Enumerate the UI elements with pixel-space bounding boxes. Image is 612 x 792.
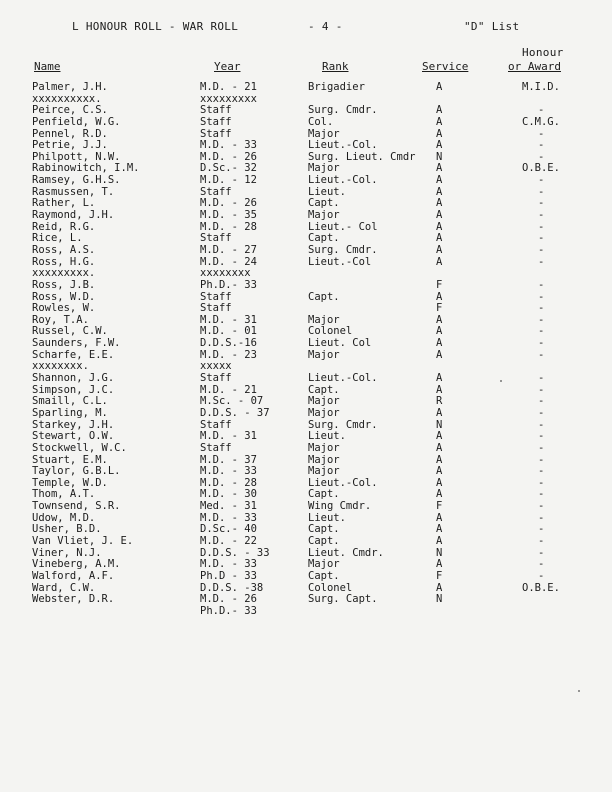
entry-service: R bbox=[436, 395, 443, 408]
entry-service: A bbox=[436, 255, 443, 268]
entry-honour: - bbox=[538, 476, 545, 489]
entry-year: Staff bbox=[200, 372, 232, 385]
entry-rank: Lieut.-Col. bbox=[308, 476, 378, 489]
entry-name: Udow, M.D. bbox=[32, 511, 96, 524]
entry-name: Ramsey, G.H.S. bbox=[32, 174, 121, 187]
entry-year: M.D. - 33 bbox=[200, 139, 257, 152]
roll-entry bbox=[0, 443, 612, 455]
entry-rank: Major bbox=[308, 406, 340, 419]
entry-name: Temple, W.D. bbox=[32, 476, 108, 489]
entry-year: M.D. - 23 bbox=[200, 348, 257, 361]
entry-service: A bbox=[436, 441, 443, 454]
entry-service: A bbox=[436, 313, 443, 326]
roll-entry bbox=[0, 245, 612, 257]
entry-service: A bbox=[436, 337, 443, 350]
entry-honour: - bbox=[538, 220, 545, 233]
entry-year: M.D. - 01 bbox=[200, 325, 257, 338]
entry-name: Palmer, J.H. bbox=[32, 81, 108, 93]
entry-service: A bbox=[436, 139, 443, 152]
entry-year: M.D. - 26 bbox=[200, 197, 257, 210]
roll-entry bbox=[0, 303, 612, 315]
entry-honour: - bbox=[538, 209, 545, 222]
entry-rank: Lieut. bbox=[308, 511, 346, 524]
entry-honour: - bbox=[538, 465, 545, 478]
entry-honour: M.I.D. bbox=[522, 81, 560, 93]
column-header-honour-line1: Honour bbox=[522, 46, 564, 59]
entry-year: xxxxxxxxx bbox=[200, 92, 257, 105]
roll-entry bbox=[0, 82, 612, 94]
entry-name: Philpott, N.W. bbox=[32, 150, 121, 163]
entry-rank: Surg. Lieut. Cmdr bbox=[308, 150, 416, 163]
entry-service: A bbox=[436, 81, 443, 93]
roll-entry bbox=[0, 536, 612, 548]
entry-year: D.D.S.-16 bbox=[200, 337, 257, 350]
entry-year: D.D.S. -38 bbox=[200, 581, 264, 594]
entry-year: M.D. - 26 bbox=[200, 593, 257, 606]
entry-year: M.D. - 28 bbox=[200, 476, 257, 489]
entry-service: A bbox=[436, 115, 443, 128]
entry-name: Rice, L. bbox=[32, 232, 83, 245]
entry-honour: - bbox=[538, 337, 545, 350]
entry-rank: Major bbox=[308, 162, 340, 175]
entry-service: F bbox=[436, 569, 443, 582]
entry-service: A bbox=[436, 162, 443, 175]
entry-name: Rather, L. bbox=[32, 197, 96, 210]
entry-service: N bbox=[436, 150, 443, 163]
entry-rank: Capt. bbox=[308, 290, 340, 303]
entry-year: xxxxxxxx bbox=[200, 267, 251, 280]
entry-honour: O.B.E. bbox=[522, 162, 560, 175]
entry-rank: Capt. bbox=[308, 232, 340, 245]
entry-name: Rasmussen, T. bbox=[32, 185, 115, 198]
entry-service: F bbox=[436, 302, 443, 315]
entry-name: Rowles, W. bbox=[32, 302, 96, 315]
entry-honour: - bbox=[538, 325, 545, 338]
entry-rank: Colonel bbox=[308, 581, 353, 594]
list-label: "D" List bbox=[464, 20, 520, 33]
entry-honour: - bbox=[538, 488, 545, 501]
entry-honour: - bbox=[538, 104, 545, 117]
roll-entries bbox=[0, 82, 612, 617]
entry-honour: - bbox=[538, 313, 545, 326]
entry-year: D.Sc.- 32 bbox=[200, 162, 257, 175]
entry-honour: - bbox=[538, 372, 545, 385]
entry-name: Vineberg, A.M. bbox=[32, 558, 121, 571]
entry-rank: Col. bbox=[308, 115, 334, 128]
entry-year: D.D.S. - 37 bbox=[200, 406, 270, 419]
column-header-service: Service bbox=[422, 60, 469, 73]
entry-name: Stockwell, W.C. bbox=[32, 441, 127, 454]
column-header-name: Name bbox=[34, 60, 61, 73]
roll-entry bbox=[0, 594, 612, 606]
entry-year: Staff bbox=[200, 127, 232, 140]
entry-year: M.D. - 30 bbox=[200, 488, 257, 501]
entry-year: M.D. - 33 bbox=[200, 465, 257, 478]
entry-rank: Lieut.-Col. bbox=[308, 139, 378, 152]
entry-rank: Brigadier bbox=[308, 81, 365, 93]
entry-name: xxxxxxxx. bbox=[32, 360, 89, 373]
entry-service: A bbox=[436, 325, 443, 338]
entry-service: A bbox=[436, 185, 443, 198]
entry-year: M.D. - 33 bbox=[200, 558, 257, 571]
entry-rank: Surg. Capt. bbox=[308, 593, 378, 606]
scan-speck bbox=[500, 380, 502, 382]
entry-name: Taylor, G.B.L. bbox=[32, 465, 121, 478]
roll-entry bbox=[0, 408, 612, 420]
entry-year: M.D. - 35 bbox=[200, 209, 257, 222]
entry-rank: Wing Cmdr. bbox=[308, 500, 372, 513]
entry-year: Ph.D.- 33 bbox=[200, 604, 257, 617]
entry-year: Staff bbox=[200, 302, 232, 315]
entry-service: A bbox=[436, 290, 443, 303]
entry-honour: - bbox=[538, 558, 545, 571]
entry-service: A bbox=[436, 488, 443, 501]
entry-year: Med. - 31 bbox=[200, 500, 257, 513]
entry-rank: Lieut. Col bbox=[308, 337, 372, 350]
entry-year: D.Sc.- 40 bbox=[200, 523, 257, 536]
entry-honour: - bbox=[538, 150, 545, 163]
entry-service: A bbox=[436, 209, 443, 222]
entry-year: M.D. - 21 bbox=[200, 383, 257, 396]
entry-honour: - bbox=[538, 453, 545, 466]
entry-rank: Surg. Cmdr. bbox=[308, 104, 378, 117]
entry-name: Pennel, R.D. bbox=[32, 127, 108, 140]
entry-honour: - bbox=[538, 406, 545, 419]
entry-honour: - bbox=[538, 197, 545, 210]
entry-year: Staff bbox=[200, 418, 232, 431]
entry-name: Ward, C.W. bbox=[32, 581, 96, 594]
entry-name: Saunders, F.W. bbox=[32, 337, 121, 350]
entry-name: Ross, A.S. bbox=[32, 243, 96, 256]
entry-year: D.D.S. - 33 bbox=[200, 546, 270, 559]
entry-name: Viner, N.J. bbox=[32, 546, 102, 559]
entry-rank: Capt. bbox=[308, 488, 340, 501]
entry-rank: Capt. bbox=[308, 383, 340, 396]
entry-year: M.Sc. - 07 bbox=[200, 395, 264, 408]
entry-year: Staff bbox=[200, 104, 232, 117]
entry-honour: - bbox=[538, 534, 545, 547]
entry-rank: Major bbox=[308, 558, 340, 571]
entry-name: Usher, B.D. bbox=[32, 523, 102, 536]
scan-speck bbox=[578, 690, 580, 692]
entry-rank: Major bbox=[308, 441, 340, 454]
roll-entry bbox=[0, 222, 612, 234]
entry-service: A bbox=[436, 174, 443, 187]
entry-rank: Major bbox=[308, 313, 340, 326]
entry-name: Reid, R.G. bbox=[32, 220, 96, 233]
column-header-honour-line2: or Award bbox=[508, 60, 561, 73]
entry-year: Staff bbox=[200, 232, 232, 245]
entry-service: A bbox=[436, 523, 443, 536]
entry-honour: - bbox=[538, 418, 545, 431]
entry-honour: - bbox=[538, 255, 545, 268]
roll-entry bbox=[0, 210, 612, 222]
entry-year: Staff bbox=[200, 115, 232, 128]
entry-honour: - bbox=[538, 243, 545, 256]
entry-rank: Capt. bbox=[308, 534, 340, 547]
entry-service: A bbox=[436, 406, 443, 419]
roll-entry bbox=[0, 373, 612, 385]
entry-rank: Major bbox=[308, 465, 340, 478]
entry-rank: Major bbox=[308, 127, 340, 140]
entry-service: A bbox=[436, 430, 443, 443]
entry-honour: - bbox=[538, 500, 545, 513]
entry-name: Roy, T.A. bbox=[32, 313, 89, 326]
entry-year: M.D. - 33 bbox=[200, 511, 257, 524]
entry-name: Stewart, O.W. bbox=[32, 430, 115, 443]
entry-name: xxxxxxxxxx. bbox=[32, 92, 102, 105]
entry-year: M.D. - 27 bbox=[200, 243, 257, 256]
entry-service: N bbox=[436, 418, 443, 431]
entry-name: Penfield, W.G. bbox=[32, 115, 121, 128]
entry-year: Staff bbox=[200, 185, 232, 198]
entry-name: Sparling, M. bbox=[32, 406, 108, 419]
entry-honour: - bbox=[538, 441, 545, 454]
entry-name: Raymond, J.H. bbox=[32, 209, 115, 222]
roll-entry bbox=[0, 117, 612, 129]
entry-honour: - bbox=[538, 127, 545, 140]
entry-honour: O.B.E. bbox=[522, 581, 560, 594]
entry-service: N bbox=[436, 593, 443, 606]
entry-honour: - bbox=[538, 174, 545, 187]
entry-year: M.D. - 21 bbox=[200, 81, 257, 93]
roll-title: L HONOUR ROLL - WAR ROLL bbox=[72, 20, 239, 33]
entry-honour: - bbox=[538, 430, 545, 443]
entry-name: Ross, H.G. bbox=[32, 255, 96, 268]
entry-honour: - bbox=[538, 383, 545, 396]
entry-year: Staff bbox=[200, 441, 232, 454]
entry-service: A bbox=[436, 476, 443, 489]
entry-service: A bbox=[436, 232, 443, 245]
entry-year: M.D. - 31 bbox=[200, 430, 257, 443]
entry-rank: Major bbox=[308, 209, 340, 222]
entry-name: Shannon, J.G. bbox=[32, 372, 115, 385]
entry-honour: - bbox=[538, 395, 545, 408]
entry-honour: - bbox=[538, 278, 545, 291]
entry-year: M.D. - 37 bbox=[200, 453, 257, 466]
entry-honour: - bbox=[538, 302, 545, 315]
entry-name: xxxxxxxxx. bbox=[32, 267, 96, 280]
entry-year: M.D. - 31 bbox=[200, 313, 257, 326]
entry-rank: Lieut. Cmdr. bbox=[308, 546, 384, 559]
entry-rank: Lieut.-Col. bbox=[308, 174, 378, 187]
entry-rank: Lieut.- Col bbox=[308, 220, 378, 233]
entry-honour: - bbox=[538, 232, 545, 245]
entry-name: Peirce, C.S. bbox=[32, 104, 108, 117]
entry-name: Ross, W.D. bbox=[32, 290, 96, 303]
entry-rank: Major bbox=[308, 453, 340, 466]
entry-honour: - bbox=[538, 546, 545, 559]
entry-rank: Capt. bbox=[308, 523, 340, 536]
page-number: - 4 - bbox=[308, 20, 343, 33]
roll-entry bbox=[0, 338, 612, 350]
entry-name: Starkey, J.H. bbox=[32, 418, 115, 431]
roll-entry bbox=[0, 350, 612, 362]
entry-name: Ross, J.B. bbox=[32, 278, 96, 291]
entry-rank: Surg. Cmdr. bbox=[308, 243, 378, 256]
entry-service: N bbox=[436, 546, 443, 559]
entry-honour: - bbox=[538, 511, 545, 524]
entry-year: Ph.D.- 33 bbox=[200, 278, 257, 291]
entry-service: A bbox=[436, 558, 443, 571]
entry-service: A bbox=[436, 465, 443, 478]
entry-honour: - bbox=[538, 348, 545, 361]
entry-service: A bbox=[436, 372, 443, 385]
column-header-year: Year bbox=[214, 60, 241, 73]
entry-year: M.D. - 24 bbox=[200, 255, 257, 268]
entry-name: Townsend, S.R. bbox=[32, 500, 121, 513]
entry-name: Rabinowitch, I.M. bbox=[32, 162, 140, 175]
entry-rank: Surg. Cmdr. bbox=[308, 418, 378, 431]
entry-year: M.D. - 26 bbox=[200, 150, 257, 163]
entry-name: Petrie, J.J. bbox=[32, 139, 108, 152]
entry-year: Ph.D - 33 bbox=[200, 569, 257, 582]
entry-service: A bbox=[436, 243, 443, 256]
entry-honour: - bbox=[538, 523, 545, 536]
entry-honour: - bbox=[538, 139, 545, 152]
entry-year: M.D. - 28 bbox=[200, 220, 257, 233]
entry-year: M.D. - 12 bbox=[200, 174, 257, 187]
roll-entry bbox=[0, 606, 612, 618]
entry-rank: Major bbox=[308, 348, 340, 361]
entry-year: Staff bbox=[200, 290, 232, 303]
entry-service: A bbox=[436, 348, 443, 361]
entry-name: Webster, D.R. bbox=[32, 593, 115, 606]
entry-service: A bbox=[436, 453, 443, 466]
entry-rank: Major bbox=[308, 395, 340, 408]
entry-name: Russel, C.W. bbox=[32, 325, 108, 338]
entry-honour: - bbox=[538, 185, 545, 198]
entry-year: M.D. - 22 bbox=[200, 534, 257, 547]
roll-entry bbox=[0, 571, 612, 583]
entry-service: A bbox=[436, 581, 443, 594]
entry-rank: Lieut. bbox=[308, 185, 346, 198]
roll-entry bbox=[0, 280, 612, 292]
entry-honour: C.M.G. bbox=[522, 115, 560, 128]
entry-service: A bbox=[436, 127, 443, 140]
entry-name: Scharfe, E.E. bbox=[32, 348, 115, 361]
entry-name: Thom, A.T. bbox=[32, 488, 96, 501]
entry-name: Simpson, J.C. bbox=[32, 383, 115, 396]
entry-rank: Lieut.-Col. bbox=[308, 372, 378, 385]
entry-honour: - bbox=[538, 290, 545, 303]
entry-service: F bbox=[436, 278, 443, 291]
entry-rank: Lieut. bbox=[308, 430, 346, 443]
entry-name: Walford, A.F. bbox=[32, 569, 115, 582]
entry-service: A bbox=[436, 383, 443, 396]
entry-service: A bbox=[436, 511, 443, 524]
entry-rank: Capt. bbox=[308, 569, 340, 582]
entry-year: xxxxx bbox=[200, 360, 232, 373]
entry-service: A bbox=[436, 534, 443, 547]
entry-name: Van Vliet, J. E. bbox=[32, 534, 134, 547]
entry-rank: Colonel bbox=[308, 325, 353, 338]
entry-name: Smaill, C.L. bbox=[32, 395, 108, 408]
column-header-rank: Rank bbox=[322, 60, 349, 73]
entry-rank: Lieut.-Col bbox=[308, 255, 372, 268]
entry-service: A bbox=[436, 197, 443, 210]
entry-name: Stuart, E.M. bbox=[32, 453, 108, 466]
entry-honour: - bbox=[538, 569, 545, 582]
entry-rank: Capt. bbox=[308, 197, 340, 210]
entry-service: F bbox=[436, 500, 443, 513]
entry-service: A bbox=[436, 220, 443, 233]
roll-entry bbox=[0, 501, 612, 513]
entry-service: A bbox=[436, 104, 443, 117]
